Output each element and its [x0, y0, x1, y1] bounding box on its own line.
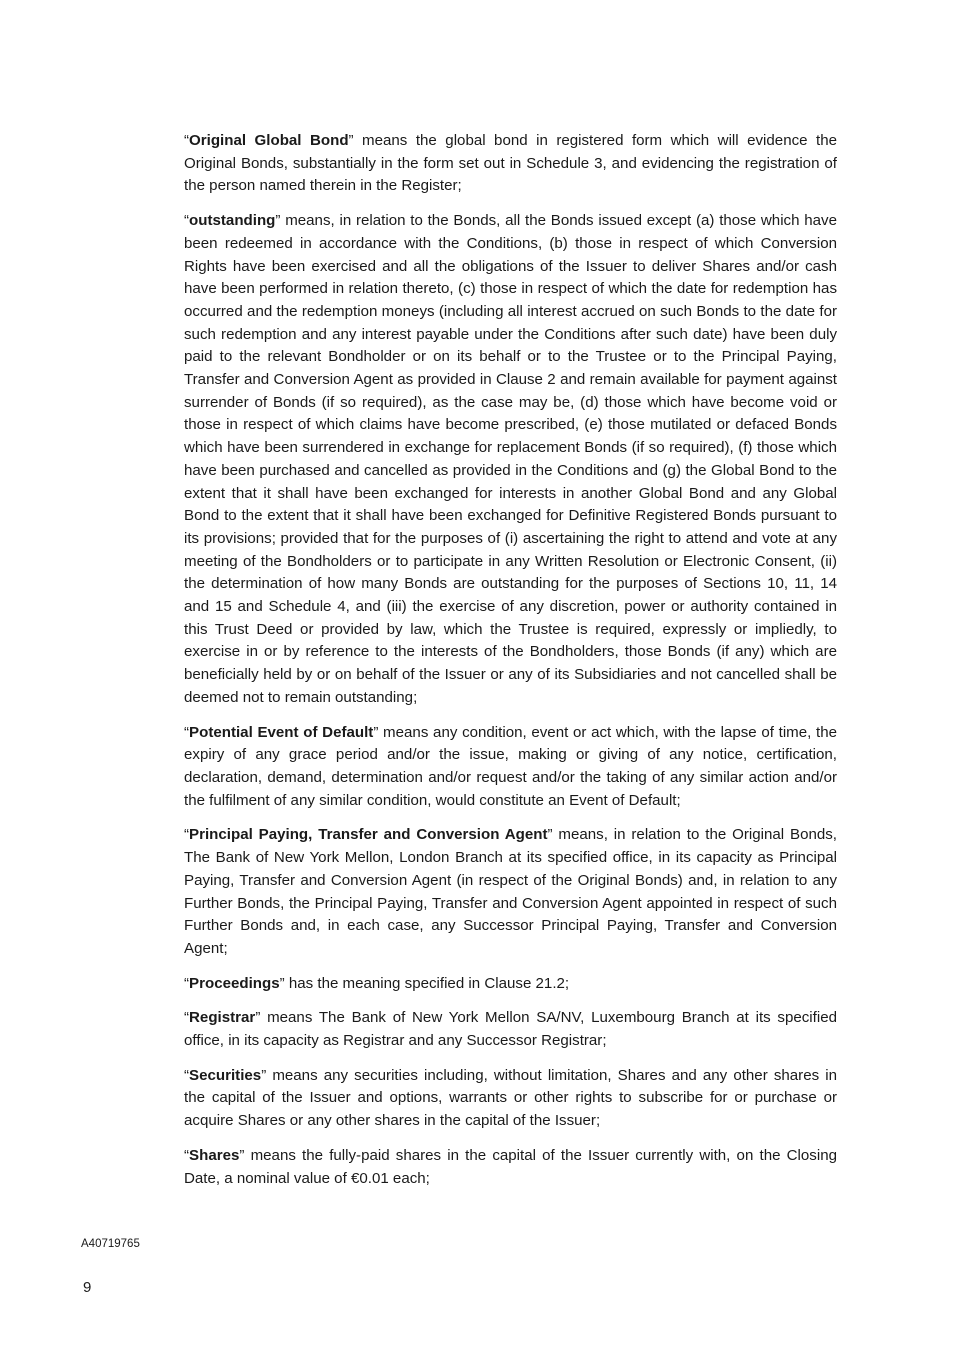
definition-text: ” means any securities including, without limitation, Shares and any other shares in the capital of the Issuer and options, warrants or other rights to subscribe for or purchase or acquire Shares or any other shares in the capital of the Issuer;	[184, 1066, 837, 1130]
definition-paragraph	[184, 1145, 837, 1190]
open-quote: “	[184, 1066, 190, 1084]
open-quote: “	[184, 1009, 190, 1027]
definition-text: ” means the fully-paid shares in the capital of the Issuer currently with, on the Closing Date, a nominal value of €0.01 each;	[184, 1146, 837, 1187]
definition-text: ” means any condition, event or act which, with the lapse of time, the expiry of any grace period and/or the issue, making or giving of any notice, certification, declaration, demand, determination and/or request and/or the taking of any similar action and/or the fulfilment of any similar condition, would constitute an Event of Default;	[184, 723, 837, 809]
document-reference: A40719765	[81, 1238, 140, 1250]
open-quote: “	[184, 212, 190, 230]
open-quote: “	[184, 132, 190, 149]
open-quote: “	[184, 974, 190, 992]
defined-term: outstanding	[189, 212, 276, 230]
definition-paragraph	[184, 1065, 837, 1133]
defined-term: Registrar	[189, 1009, 256, 1027]
definition-paragraph	[184, 1007, 837, 1052]
definition-paragraph	[184, 130, 837, 198]
defined-term: Proceedings	[189, 974, 280, 992]
definition-paragraph	[184, 210, 837, 709]
definition-text: ” means, in relation to the Original Bonds, The Bank of New York Mellon, London Branch at its specified office, in its capacity as Principal Paying, Transfer and Conversion Agent (in respect of the Original Bonds) and, in relation to any Further Bonds, the Principal Paying, Transfer and Conversion Agent appointed in respect of such Further Bonds and, in each case, any Successor Principal Paying, Transfer and Conversion Agent;	[184, 826, 838, 957]
definition-paragraph	[184, 824, 837, 960]
definition-paragraph	[184, 973, 837, 996]
definition-text: ” means the global bond in registered form which will evidence the Original Bonds, substantially in the form set out in Schedule 3, and evidencing the registration of the person named therein in the Register;	[184, 132, 838, 195]
defined-term: Original Global Bond	[189, 132, 349, 149]
document-body	[184, 130, 837, 1202]
defined-term: Potential Event of Default	[189, 723, 374, 741]
defined-term: Principal Paying, Transfer and Conversion Agent	[189, 826, 548, 844]
open-quote: “	[184, 826, 190, 844]
defined-term: Shares	[189, 1146, 240, 1164]
definition-paragraph	[184, 722, 837, 813]
definition-text: ” means The Bank of New York Mellon SA/NV, Luxembourg Branch at its specified office, in its capacity as Registrar and any Successor Registrar;	[184, 1009, 837, 1050]
definition-text: ” has the meaning specified in Clause 21.2;	[279, 974, 570, 992]
open-quote: “	[184, 1146, 190, 1164]
defined-term: Securities	[189, 1066, 262, 1084]
open-quote: “	[184, 723, 190, 741]
definition-text: ” means, in relation to the Bonds, all the Bonds issued except (a) those which have been redeemed in accordance with the Conditions, (b) those in respect of which Conversion Rights have been exercised and all the obligations of the Issuer to deliver Shares and/or cash have been performed in relation thereto, (c) those in respect of which the date for redemption has occurred and the redemption moneys (including all interest accrued on such Bonds to the date for such redemption and any interest payable under the Conditions after such date) have been duly paid to the relevant Bondholder or on its behalf or to the Trustee or to the Principal Paying, Transfer and Conversion Agent as provided in Clause 2 and remain available for payment against surrender of Bonds (if so required), as the case may be, (d) those which have become void or those in respect of which claims have become prescribed, (e) those mutilated or defaced Bonds which have been surrendered in exchange for replacement Bonds (if so required), (f) those which have been purchased and cancelled as provided in the Conditions and (g) the Global Bond to the extent that it shall have been exchanged for interests in another Global Bond and any Global Bond to the extent that it shall have been exchanged for Definitive Registered Bonds pursuant to its provisions; provided that for the purposes of (i) ascertaining the right to attend and vote at any meeting of the Bondholders or to participate in any Written Resolution or Electronic Consent, (ii) the determination of how many Bonds are outstanding for the purposes of Sections 10, 11, 14 and 15 and Schedule 4, and (iii) the exercise of any discretion, power or authority contained in this Trust Deed or provided by law, which the Trustee is required, expressly or impliedly, to exercise in or by reference to the interests of the Bondholders, those Bonds (if any) which are beneficially held by or on behalf of the Issuer or any of its Subsidiaries and not cancelled shall be deemed not to remain outstanding;	[184, 212, 837, 706]
page-number: 9	[83, 1279, 92, 1296]
